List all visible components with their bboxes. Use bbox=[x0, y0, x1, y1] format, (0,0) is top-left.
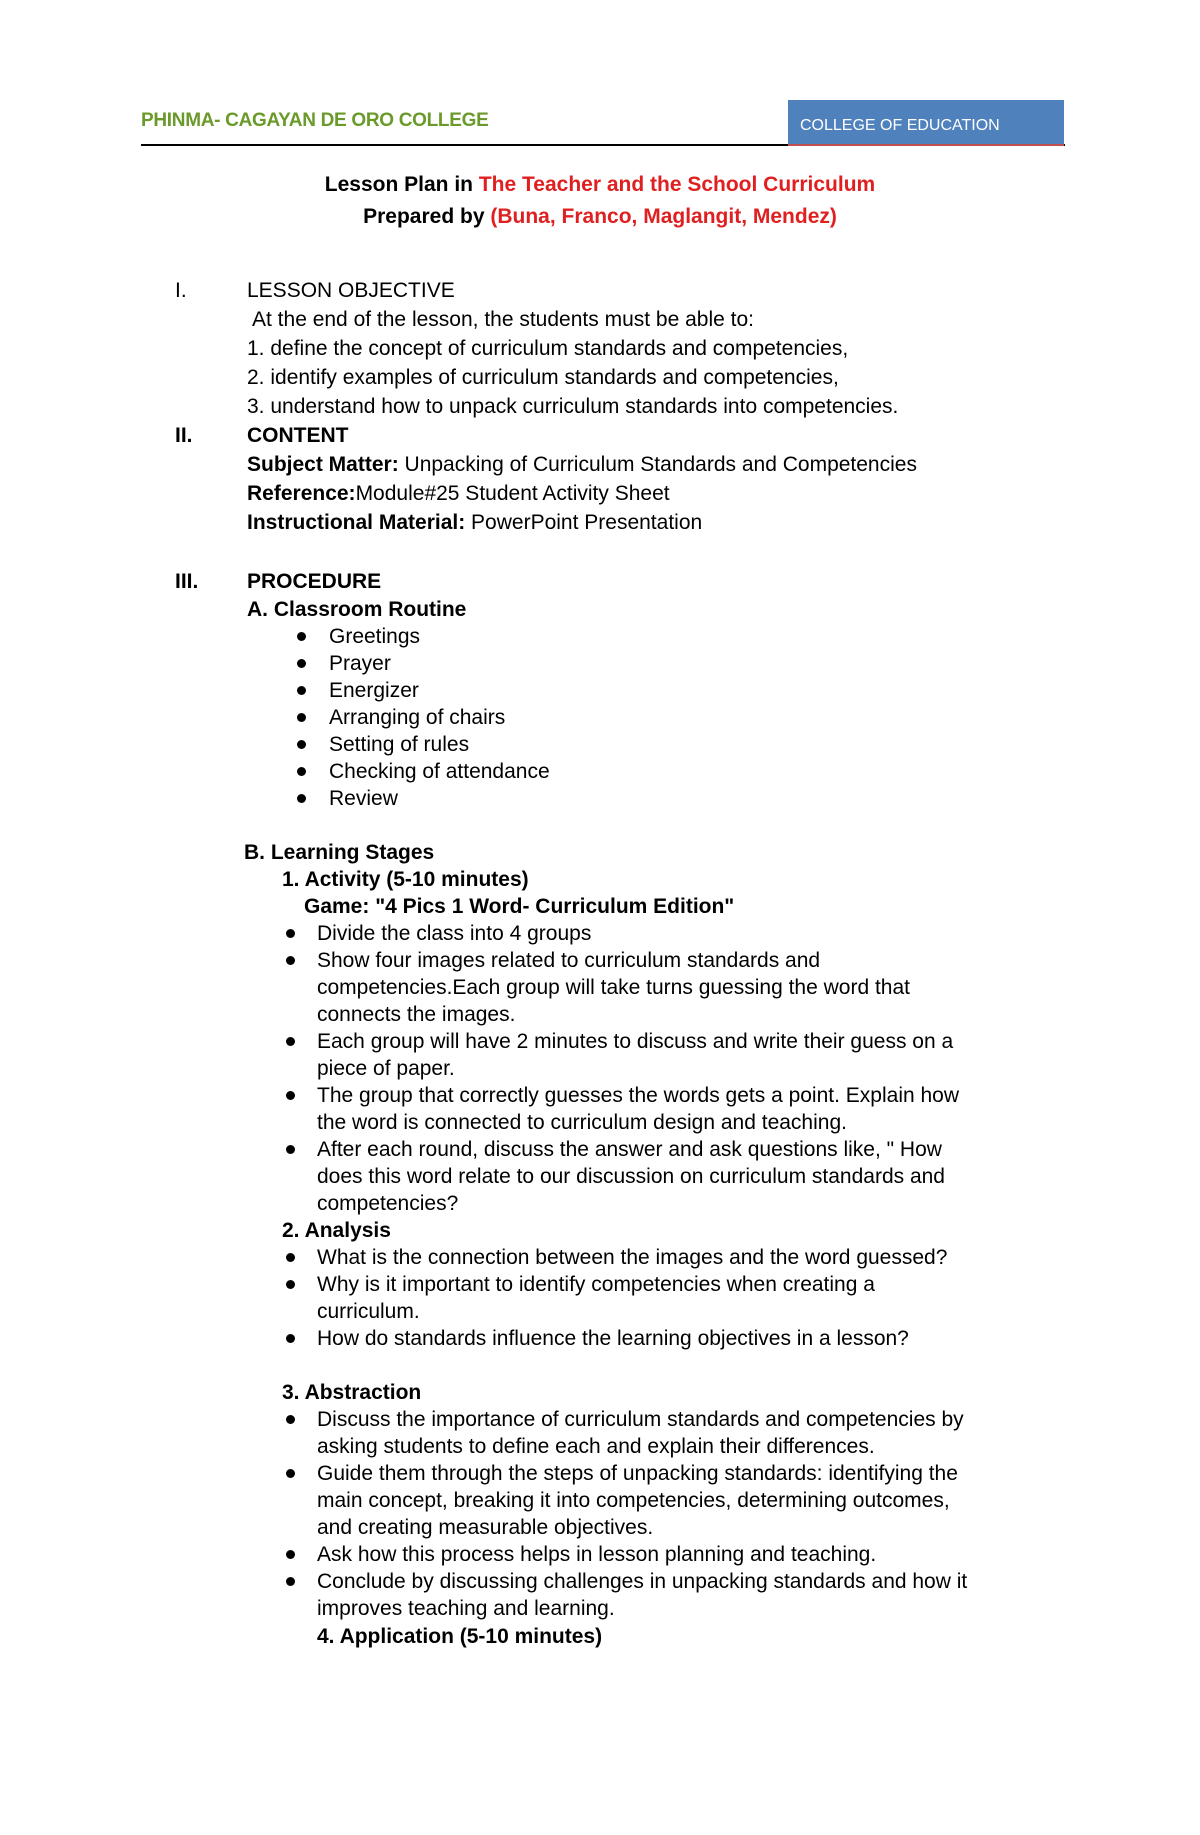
list-item: Show four images related to curriculum standards and bbox=[317, 949, 821, 972]
list-item: Prayer bbox=[329, 652, 391, 675]
bullet-icon bbox=[286, 1091, 295, 1100]
list-item: Why is it important to identify competencies when creating a bbox=[317, 1273, 875, 1296]
bullet-icon bbox=[286, 1577, 295, 1586]
bullet-icon bbox=[286, 1145, 295, 1154]
prepared-by-line: Prepared by (Buna, Franco, Maglangit, Mendez) bbox=[363, 205, 837, 228]
section-heading: CONTENT bbox=[247, 424, 349, 447]
list-item-continuation: connects the images. bbox=[317, 1003, 516, 1026]
bullet-icon bbox=[286, 1550, 295, 1559]
list-item: What is the connection between the images and the word guessed? bbox=[317, 1246, 948, 1269]
bullet-icon bbox=[286, 1280, 295, 1289]
routine-heading: A. Classroom Routine bbox=[247, 598, 467, 621]
activity-heading: 1. Activity (5-10 minutes) bbox=[282, 868, 529, 891]
bullet-icon bbox=[286, 956, 295, 965]
subject-matter-line: Subject Matter: Unpacking of Curriculum Standards and Competencies bbox=[247, 453, 917, 476]
list-item: How do standards influence the learning objectives in a lesson? bbox=[317, 1327, 909, 1350]
department-banner: COLLEGE OF EDUCATION bbox=[788, 100, 1064, 144]
authors: (Buna, Franco, Maglangit, Mendez) bbox=[490, 205, 837, 228]
bullet-icon bbox=[297, 740, 306, 749]
list-item: Arranging of chairs bbox=[329, 706, 506, 729]
list-item-continuation: improves teaching and learning. bbox=[317, 1597, 615, 1620]
list-item: Ask how this process helps in lesson planning and teaching. bbox=[317, 1543, 877, 1566]
application-heading: 4. Application (5-10 minutes) bbox=[317, 1625, 603, 1648]
list-item: Checking of attendance bbox=[329, 760, 550, 783]
reference-line: Reference:Module#25 Student Activity Sheet bbox=[247, 482, 670, 505]
subject-name: The Teacher and the School Curriculum bbox=[478, 173, 876, 196]
section-heading: LESSON OBJECTIVE bbox=[247, 279, 455, 302]
material-line: Instructional Material: PowerPoint Presentation bbox=[247, 511, 703, 534]
list-item-continuation: competencies.Each group will take turns guessing the word that bbox=[317, 976, 910, 999]
analysis-heading: 2. Analysis bbox=[282, 1219, 391, 1242]
bullet-icon bbox=[297, 686, 306, 695]
section-numeral: III. bbox=[175, 570, 199, 593]
bullet-icon bbox=[286, 1415, 295, 1424]
list-item: Divide the class into 4 groups bbox=[317, 922, 592, 945]
section-numeral: II. bbox=[175, 424, 193, 447]
abstraction-heading: 3. Abstraction bbox=[282, 1381, 422, 1404]
list-item: Discuss the importance of curriculum standards and competencies by bbox=[317, 1408, 964, 1431]
list-item: Guide them through the steps of unpacking standards: identifying the bbox=[317, 1462, 958, 1485]
list-item: Review bbox=[329, 787, 398, 810]
bullet-icon bbox=[286, 1253, 295, 1262]
list-item: After each round, discuss the answer and ask questions like, " How bbox=[317, 1138, 942, 1161]
list-item: Setting of rules bbox=[329, 733, 470, 756]
bullet-icon bbox=[286, 929, 295, 938]
bullet-icon bbox=[297, 713, 306, 722]
list-item-continuation: piece of paper. bbox=[317, 1057, 455, 1080]
bullet-icon bbox=[297, 767, 306, 776]
objective-item: 1. define the concept of curriculum standards and competencies, bbox=[247, 337, 849, 360]
header-divider-accent bbox=[788, 144, 1064, 146]
objective-item: 3. understand how to unpack curriculum standards into competencies. bbox=[247, 395, 899, 418]
bullet-icon bbox=[286, 1334, 295, 1343]
college-name: PHINMA- CAGAYAN DE ORO COLLEGE bbox=[141, 110, 489, 131]
bullet-icon bbox=[286, 1037, 295, 1046]
section-heading: PROCEDURE bbox=[247, 570, 382, 593]
list-item: Conclude by discussing challenges in unpacking standards and how it bbox=[317, 1570, 968, 1593]
list-item-continuation: and creating measurable objectives. bbox=[317, 1516, 654, 1539]
objective-item: 2. identify examples of curriculum standards and competencies, bbox=[247, 366, 839, 389]
list-item-continuation: asking students to define each and explain their differences. bbox=[317, 1435, 875, 1458]
list-item: The group that correctly guesses the words gets a point. Explain how bbox=[317, 1084, 960, 1107]
list-item-continuation: the word is connected to curriculum design and teaching. bbox=[317, 1111, 847, 1134]
stages-heading: B. Learning Stages bbox=[244, 841, 435, 864]
objective-intro: At the end of the lesson, the students must be able to: bbox=[252, 308, 754, 331]
list-item-continuation: curriculum. bbox=[317, 1300, 420, 1323]
game-title: Game: "4 Pics 1 Word- Curriculum Edition" bbox=[304, 895, 735, 918]
list-item: Energizer bbox=[329, 679, 419, 702]
bullet-icon bbox=[297, 659, 306, 668]
lesson-plan-title: Lesson Plan in The Teacher and the School Curriculum bbox=[324, 173, 876, 196]
list-item: Each group will have 2 minutes to discuss and write their guess on a bbox=[317, 1030, 954, 1053]
bullet-icon bbox=[297, 632, 306, 641]
bullet-icon bbox=[297, 794, 306, 803]
bullet-icon bbox=[286, 1469, 295, 1478]
list-item-continuation: does this word relate to our discussion on curriculum standards and bbox=[317, 1165, 945, 1188]
section-numeral: I. bbox=[175, 279, 187, 302]
list-item-continuation: main concept, breaking it into competencies, determining outcomes, bbox=[317, 1489, 950, 1512]
list-item-continuation: competencies? bbox=[317, 1192, 459, 1215]
list-item: Greetings bbox=[329, 625, 421, 648]
